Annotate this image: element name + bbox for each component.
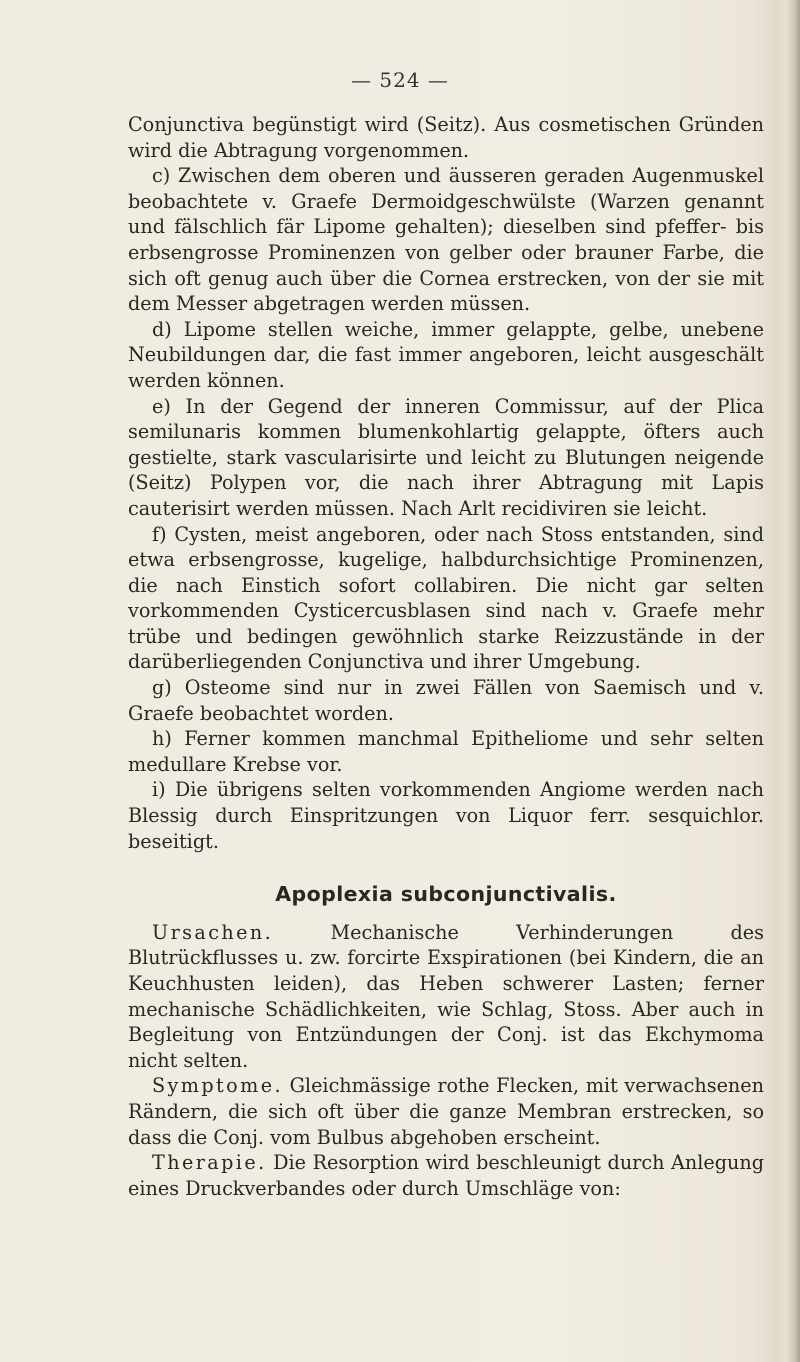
page-edge-shadow bbox=[786, 0, 800, 1362]
text-ursachen: Mechanische Verhinderungen des Blutrückflusses u. zw. forcirte Exspirationen (bei Kindern, die an Keuchhusten leiden), das Heben schwerer Lasten; ferner mechanische Schädlichkeiten, wie Schlag, Stoss. Aber auch in Begleitung von Entzündungen der Conj. ist das Ekchymoma nicht selten. bbox=[128, 920, 764, 1072]
text-therapie: Die Resorption wird beschleunigt durch Anlegung eines Druckverbandes oder durch Umschläge von: bbox=[128, 1151, 764, 1200]
section-heading: Apoplexia subconjunctivalis. bbox=[275, 882, 617, 907]
page-number: — 524 — bbox=[351, 68, 449, 92]
paragraph-ursachen bbox=[128, 920, 764, 1074]
text-symptome: Gleichmässige rothe Flecken, mit verwachsenen Rändern, die sich oft über die ganze Membran erstrecken, so dass die Conj. vom Bulbus abgehoben erscheint. bbox=[128, 1074, 765, 1149]
label-symptome: Symptome. bbox=[152, 1074, 283, 1098]
paragraph-f-cysten: f) Cysten, meist angeboren, oder nach Stoss entstanden, sind etwa erbsengrosse, kugelige, halbdurchsichtige Prominenzen, die nach Einstich sofort collabiren. Die nicht gar selten vorkommenden Cysticercusblasen sind nach v. Graefe mehr trübe und bedingen gewöhnlich starke Reizzustände in der darüberliegenden Conjunctiva und ihrer Umgebung. bbox=[128, 522, 764, 674]
page-body bbox=[128, 112, 764, 1201]
label-ursachen: Ursachen. bbox=[152, 920, 274, 944]
paragraph-e-polypen: e) In der Gegend der inneren Commissur, auf der Plica semilunaris kommen blumenkohlartig gelappte, öfters auch gestielte, stark vascularisirte und leicht zu Blutungen neigende (Seitz) Polypen vor, die nach ihrer Abtragung mit Lapis cauterisirt werden müssen. Nach Arlt recidiviren sie leicht. bbox=[128, 394, 764, 520]
paragraph-c-dermoid: c) Zwischen dem oberen und äusseren geraden Augenmuskel beobachtete v. Graefe Dermoidgeschwülste (Warzen genannt und fälschlich fär Lipome gehalten); dieselben sind pfeffer- bis erbsengrosse Prominenzen von gelber oder brauner Farbe, die sich oft genug auch über die Cornea erstrecken, von der sie mit dem Messer abgetragen werden müssen. bbox=[128, 164, 764, 316]
paragraph-i-angiome: i) Die übrigens selten vorkommenden Angiome werden nach Blessig durch Einspritzungen von Liquor ferr. sesquichlor. beseitigt. bbox=[128, 778, 764, 853]
paragraph-intro: Conjunctiva begünstigt wird (Seitz). Aus cosmetischen Gründen wird die Abtragung vorgenommen. bbox=[128, 113, 764, 162]
paragraph-therapie bbox=[128, 1150, 764, 1201]
paragraph-symptome bbox=[128, 1073, 764, 1150]
paragraph-d-lipome: d) Lipome stellen weiche, immer gelappte, gelbe, unebene Neubildungen dar, die fast immer angeboren, leicht ausgeschält werden können. bbox=[128, 317, 764, 392]
paragraph-h-epitheliome: h) Ferner kommen manchmal Epitheliome und sehr selten medullare Krebse vor. bbox=[128, 727, 764, 776]
label-therapie: Therapie. bbox=[152, 1151, 267, 1175]
paragraph-g-osteome: g) Osteome sind nur in zwei Fällen von Saemisch und v. Graefe beobachtet worden. bbox=[128, 676, 764, 725]
